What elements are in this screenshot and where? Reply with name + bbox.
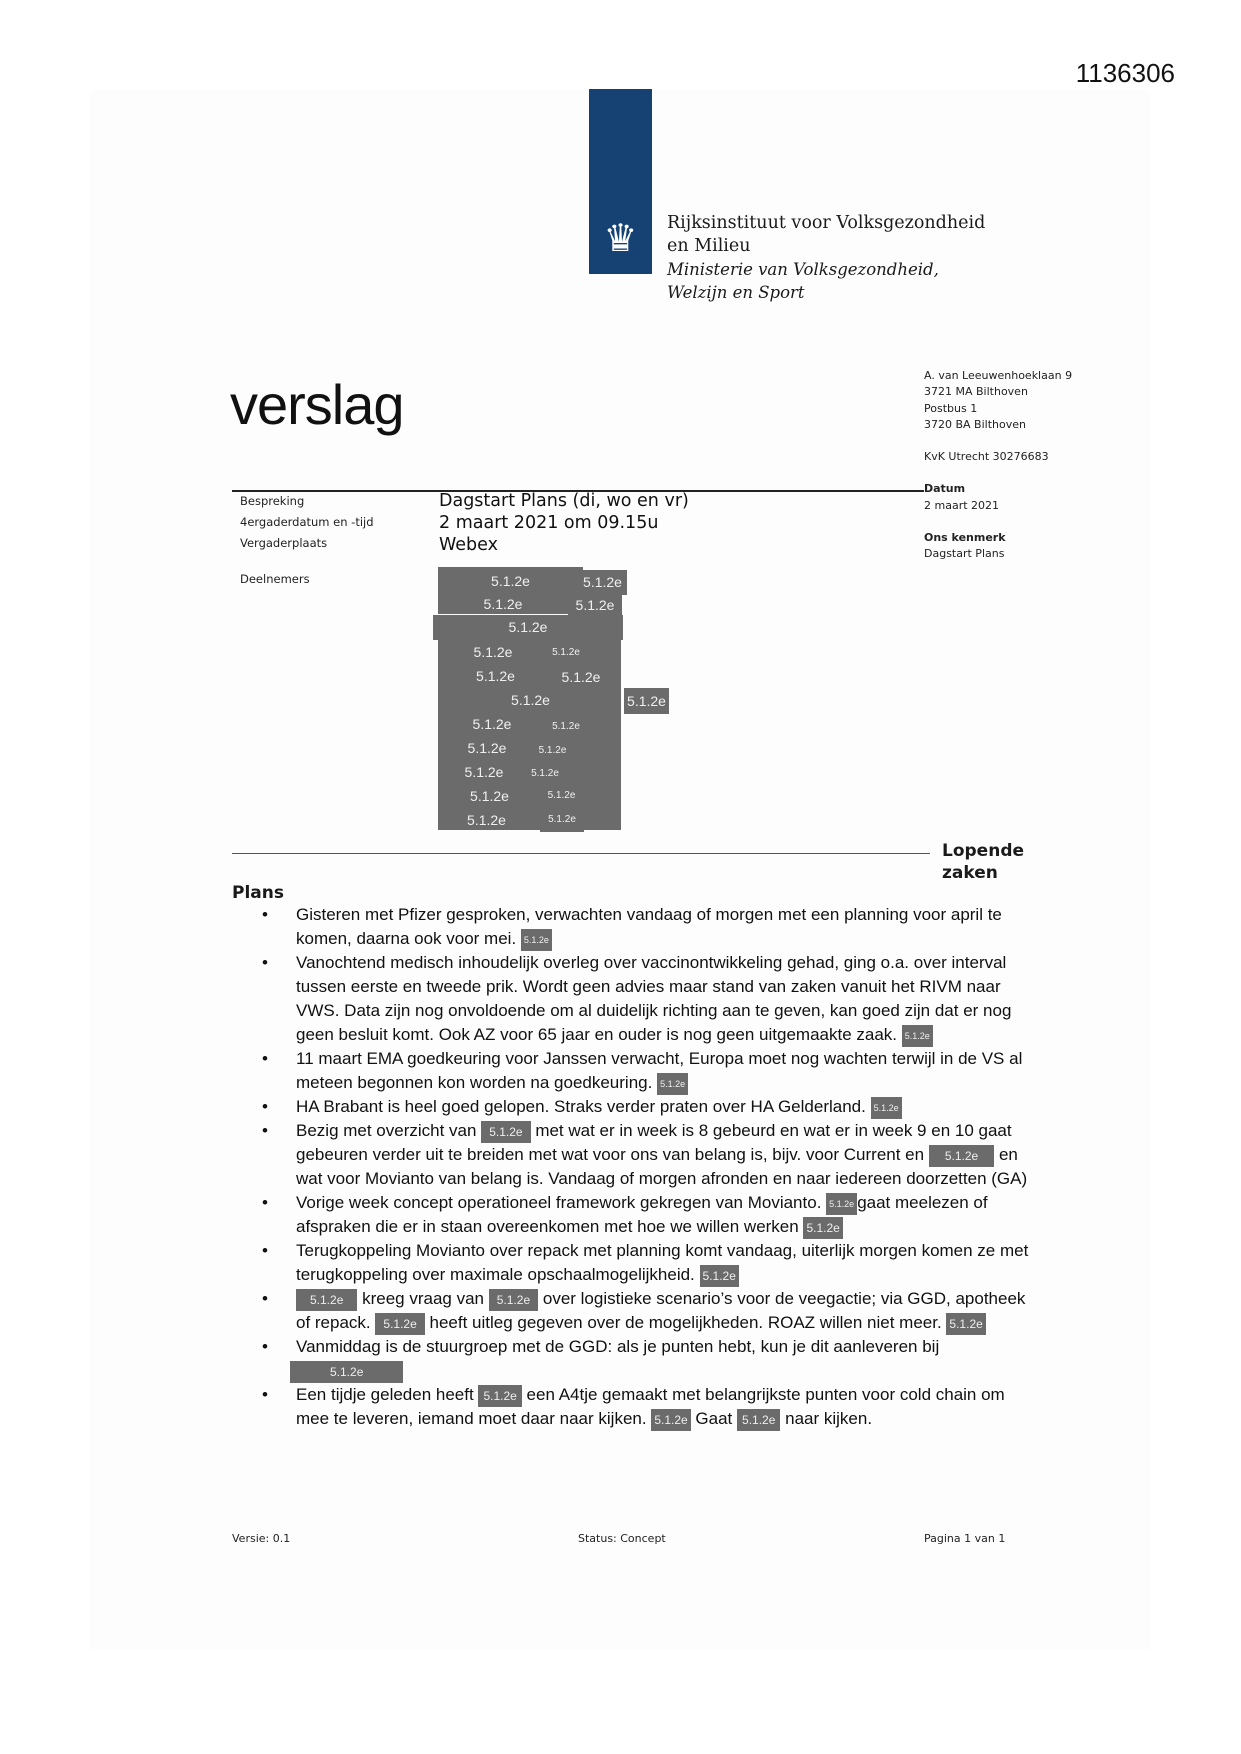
item-text: een A4tje gemaakt met belangrijkste punten voor cold chain om mee te leveren, iemand moet daar naar kijken. [296, 1385, 1005, 1428]
item-text: en wat voor Movianto van belang is. Vandaag of morgen afronden en naar iedereen doorzetten (GA) [296, 1145, 1028, 1188]
item-text: Terugkoppeling Movianto over repack met planning komt vandaag, uiterlijk morgen komen ze met terugkoppeling over maximale opschaalmogelijkheid. [296, 1241, 1029, 1284]
list-item [296, 903, 1042, 951]
redaction-label: 5.1.2e [472, 716, 512, 732]
organization-name [667, 212, 985, 304]
redaction-inline: 5.1.2e [489, 1289, 538, 1311]
redaction-label: 5.1.2e [483, 596, 523, 612]
redaction-label: 5.1.2e [491, 573, 530, 589]
document-id: 1136306 [1075, 58, 1175, 88]
list-item [296, 1119, 1042, 1191]
item-text: kreeg vraag van [362, 1289, 485, 1308]
org-line-2: en Milieu [667, 236, 751, 256]
footer-version: Versie: 0.1 [232, 1532, 291, 1545]
document-title: verslag [230, 373, 404, 436]
redaction-block: 5.1.2e [578, 570, 627, 595]
item-text: heeft uitleg gegeven over de mogelijkheden. ROAZ willen niet meer. [429, 1313, 942, 1332]
redaction-inline: 5.1.2e [871, 1097, 902, 1119]
item-text: 11 maart EMA goedkeuring voor Janssen verwacht, Europa moet nog wachten terwijl in de VS al meteen begonnen kon worden na goedkeuring. [296, 1049, 1023, 1092]
redaction-label: 5.1.2e [470, 788, 509, 804]
redaction-inline: 5.1.2e [290, 1361, 403, 1383]
redaction-inline: 5.1.2e [651, 1409, 690, 1431]
redaction-block: 5.1.2e [624, 688, 669, 714]
ministry-line-1: Ministerie van Volksgezondheid, [667, 260, 939, 279]
side-heading-line: zaken [942, 863, 998, 883]
item-text: Gisteren met Pfizer gesproken, verwachten vandaag of morgen met een planning voor april te komen, daarna ook voor mei. [296, 905, 1002, 948]
address-line: 3720 BA Bilthoven [924, 417, 1026, 431]
redaction-inline: 5.1.2e [521, 929, 552, 951]
date-value: 2 maart 2021 [924, 498, 1000, 512]
org-line-1: Rijksinstituut voor Volksgezondheid [667, 213, 986, 233]
address-line: Postbus 1 [924, 401, 978, 415]
redaction-block: 5.1.2e [543, 785, 580, 807]
item-text: over logistieke scenario’s voor de veegactie; via GGD, apotheek of repack. [296, 1289, 1026, 1332]
side-heading-line: Lopende [942, 841, 1025, 861]
item-text: Vorige week concept operationeel framework gekregen van Movianto. [296, 1193, 822, 1212]
section-divider [232, 853, 930, 854]
redaction-label: 5.1.2e [467, 812, 506, 828]
redaction-label: 5.1.2e [473, 644, 513, 660]
ministry-line-2: Welzijn en Sport [667, 283, 805, 302]
redaction-block: 5.1.2e [558, 666, 604, 688]
reference-label: Ons kenmerk [924, 531, 1006, 545]
redaction-block: 5.1.2e [546, 716, 586, 738]
datetime-label: 4ergaderdatum en -tijd [240, 515, 374, 529]
item-text: Vanmiddag is de stuurgroep met de GGD: als je punten hebt, kun je dit aanleveren bij [296, 1337, 940, 1356]
footer-status: Status: Concept [578, 1532, 666, 1545]
list-item [296, 1287, 1042, 1335]
redaction-inline: 5.1.2e [481, 1121, 530, 1143]
redaction-inline: 5.1.2e [737, 1409, 780, 1431]
item-text: Bezig met overzicht van [296, 1121, 477, 1140]
list-item [296, 951, 1042, 1047]
reference-value: Dagstart Plans [924, 547, 1005, 561]
redaction-inline: 5.1.2e [946, 1313, 985, 1335]
redaction-label: 5.1.2e [464, 764, 504, 780]
item-text: met wat er in week is 8 gebeurd en wat er in week 9 en 10 gaat gebeuren verder uit te breiden met wat voor ons van belang is, bijv. voor Current en [296, 1121, 1012, 1164]
redaction-label: 5.1.2e [476, 668, 515, 684]
bespreking-label: Bespreking [240, 494, 305, 508]
footer-page: Pagina 1 van 1 [924, 1532, 1006, 1545]
list-item [296, 1047, 1042, 1095]
redaction-inline: 5.1.2e [902, 1025, 933, 1047]
list-item [296, 1095, 1042, 1119]
redaction-block: 5.1.2e [568, 594, 622, 617]
redaction-block: 5.1.2e [530, 763, 560, 785]
redaction-inline: 5.1.2e [657, 1073, 688, 1095]
list-item [296, 1191, 1042, 1239]
redaction-label: 5.1.2e [511, 692, 550, 708]
address-block [924, 368, 1072, 563]
bespreking-value: Dagstart Plans (di, wo en vr) [439, 491, 689, 511]
bullet-list [262, 903, 1042, 1431]
item-text: Gaat [695, 1409, 733, 1428]
redaction-block: 5.1.2e [548, 642, 584, 664]
redaction-inline: 5.1.2e [700, 1265, 739, 1287]
coat-of-arms-icon: ♛ [603, 216, 638, 260]
item-text: naar kijken. [785, 1409, 873, 1428]
redaction-block: 5.1.2e [540, 808, 584, 832]
address-line: 3721 MA Bilthoven [924, 385, 1028, 399]
datetime-value: 2 maart 2021 om 09.15u [439, 513, 659, 533]
redaction-inline: 5.1.2e [929, 1145, 994, 1167]
redaction-inline: 5.1.2e [296, 1289, 357, 1311]
list-item [296, 1335, 1042, 1383]
redaction-inline: 5.1.2e [478, 1385, 521, 1407]
kvk-number: KvK Utrecht 30276683 [924, 450, 1049, 464]
list-item [296, 1239, 1042, 1287]
date-label: Datum [924, 482, 966, 496]
item-text: Een tijdje geleden heeft [296, 1385, 474, 1404]
location-label: Vergaderplaats [240, 536, 328, 550]
item-text: gaat meelezen of afspraken die er in staan overeenkomen met hoe we willen werken [296, 1193, 988, 1236]
side-heading [942, 840, 1024, 884]
item-text: HA Brabant is heel goed gelopen. Straks verder praten over HA Gelderland. [296, 1097, 866, 1116]
redaction-block: 5.1.2e [433, 615, 623, 640]
item-text: Vanochtend medisch inhoudelijk overleg over vaccinontwikkeling gehad, ging o.a. over interval tussen eerste en tweede prik. Wordt geen advies maar stand van zaken vanuit het RIVM naar VWS. Data zijn nog onvoldoende om al duidelijk richting aan te geven, kan goed zijn dat er nog geen besluit komt. Ook AZ voor 65 jaar en ouder is nog geen uitgemaakte zaak. [296, 953, 1012, 1044]
location-value: Webex [439, 535, 498, 555]
address-line: A. van Leeuwenhoeklaan 9 [924, 369, 1073, 382]
redaction-inline: 5.1.2e [803, 1217, 842, 1239]
list-item [296, 1383, 1042, 1431]
redaction-block: 5.1.2e [535, 740, 570, 762]
redaction-inline: 5.1.2e [375, 1313, 424, 1335]
participants-label: Deelnemers [240, 572, 310, 586]
redaction-inline: 5.1.2e [826, 1193, 857, 1215]
redaction-label: 5.1.2e [467, 740, 507, 756]
section-heading: Plans [232, 883, 284, 903]
